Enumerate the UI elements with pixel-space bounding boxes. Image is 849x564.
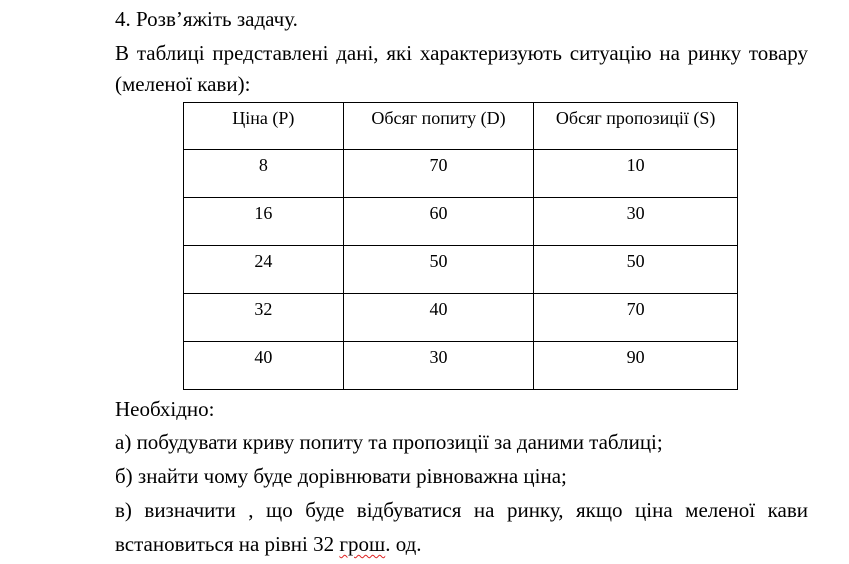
- spellcheck-flagged-word[interactable]: грош: [339, 532, 386, 556]
- table-row: [184, 246, 738, 294]
- question-c-line-2: [115, 531, 422, 557]
- cell-price: 40: [184, 342, 344, 390]
- cell-supply: 30: [534, 198, 738, 246]
- cell-demand: 40: [343, 294, 534, 342]
- task-intro-line-1: В таблиці представлені дані, які характеризують ситуацію на ринку товару: [115, 41, 808, 65]
- question-a: а) побудувати криву попиту та пропозиції за даними таблиці;: [115, 430, 663, 454]
- cell-supply: 90: [534, 342, 738, 390]
- question-c-line-1: в) визначити , що буде відбуватися на ринку, якщо ціна меленої кави: [115, 498, 808, 522]
- table-row: [184, 342, 738, 390]
- cell-supply: 10: [534, 150, 738, 198]
- cell-demand: 70: [343, 150, 534, 198]
- cell-price: 32: [184, 294, 344, 342]
- cell-supply: 70: [534, 294, 738, 342]
- header-price: Ціна (Р): [184, 103, 344, 150]
- header-supply: Обсяг пропозиції (S): [534, 103, 738, 150]
- task-intro-line-2: (меленої кави):: [115, 72, 251, 96]
- cell-price: 24: [184, 246, 344, 294]
- table-row: [184, 150, 738, 198]
- cell-supply: 50: [534, 246, 738, 294]
- cell-price: 8: [184, 150, 344, 198]
- task-heading: 4. Розв’яжіть задачу.: [115, 7, 298, 31]
- question-c-text-start: встановиться на рівні 32: [115, 532, 340, 556]
- header-demand: Обсяг попиту (D): [343, 103, 534, 150]
- question-b: б) знайти чому буде дорівнювати рівноважна ціна;: [115, 464, 567, 488]
- market-data-table: [183, 102, 738, 390]
- cell-demand: 30: [343, 342, 534, 390]
- table-row: [184, 198, 738, 246]
- cell-demand: 60: [343, 198, 534, 246]
- cell-demand: 50: [343, 246, 534, 294]
- question-c-text-end: . од.: [385, 532, 422, 556]
- cell-price: 16: [184, 198, 344, 246]
- required-label: Необхідно:: [115, 397, 215, 421]
- table-header-row: [184, 103, 738, 150]
- table-row: [184, 294, 738, 342]
